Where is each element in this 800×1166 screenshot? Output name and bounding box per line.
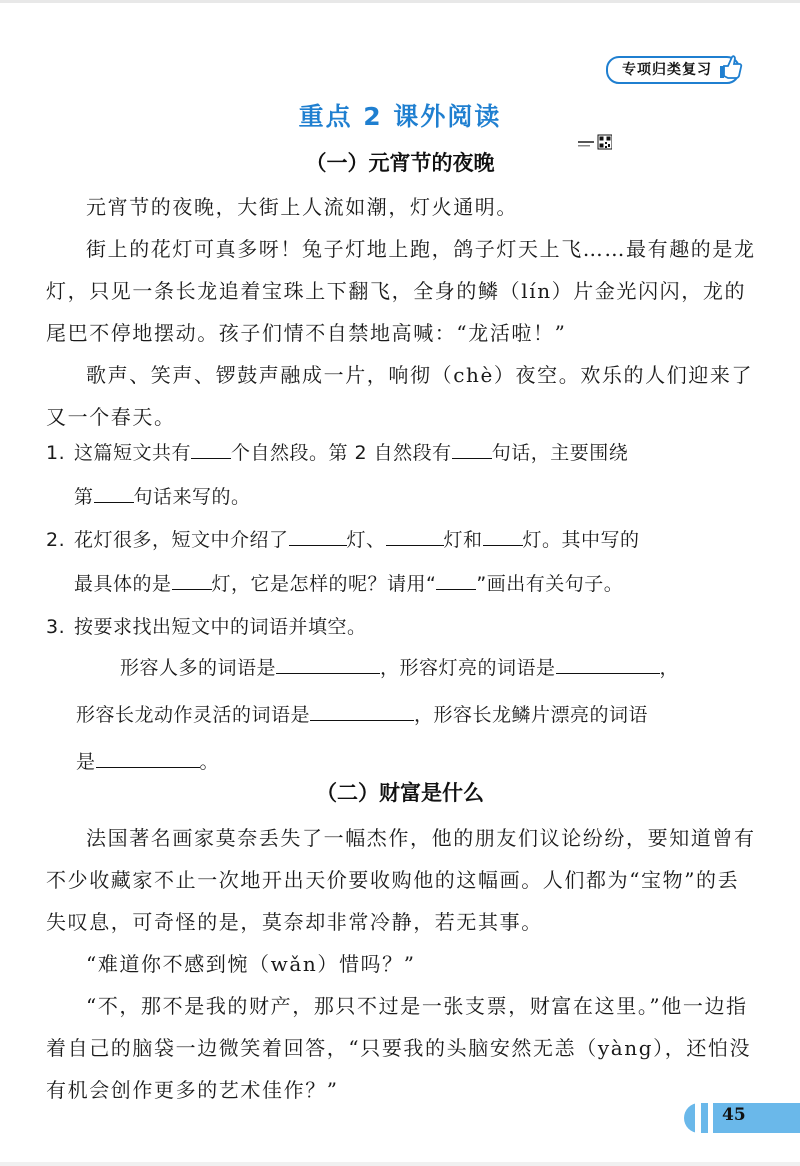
question-text: 个自然段。第 2 自然段有 <box>231 442 452 464</box>
answer-blank[interactable] <box>276 655 380 674</box>
question-2 <box>46 518 758 606</box>
question-text: 花灯很多，短文中介绍了 <box>74 529 289 551</box>
page-number: 45 <box>722 1105 746 1125</box>
bottom-border <box>0 1162 800 1166</box>
passage2-text <box>46 817 758 1111</box>
question-text: 按要求找出短文中的词语并填空。 <box>74 616 367 638</box>
question-text: 灯。其中写的 <box>522 529 640 551</box>
question-number: 2. <box>46 529 66 551</box>
answer-blank[interactable] <box>556 655 660 674</box>
answer-blank[interactable] <box>172 571 212 590</box>
passage1-paragraph: 元宵节的夜晚，大街上人流如潮，灯火通明。 <box>86 195 518 219</box>
page-tab <box>700 1103 800 1133</box>
answer-blank[interactable] <box>386 527 444 546</box>
question-text: 句话，主要围绕 <box>491 442 629 464</box>
question-text: 形容长龙动作灵活的词语是 <box>76 704 311 726</box>
section-title: 重点 2 课外阅读 <box>298 102 502 131</box>
question-3 <box>46 605 758 649</box>
question-number: 3. <box>46 616 66 638</box>
passage1-text <box>46 186 758 438</box>
question-text: 。 <box>199 751 220 773</box>
passage1-paragraph: 歌声、笑声、锣鼓声融成一片，响彻（chè）夜空。欢乐的人们迎来了又一个春天。 <box>46 363 754 429</box>
answer-blank[interactable] <box>310 702 414 721</box>
thumbs-up-icon <box>718 52 744 82</box>
question-text: ，形容长龙鳞片漂亮的词语 <box>414 704 649 726</box>
answer-blank[interactable] <box>96 749 200 768</box>
passage1-paragraph: 街上的花灯可真多呀！兔子灯地上跑，鸽子灯天上飞……最有趣的是龙灯，只见一条长龙追着宝珠上下翻飞，全身的鳞（lín）片金光闪闪，龙的尾巴不停地摆动。孩子们情不自禁地高喊：“龙活啦！” <box>46 237 756 345</box>
question-text: 形容人多的词语是 <box>120 657 277 679</box>
passage2-paragraph: 法国著名画家莫奈丢失了一幅杰作，他的朋友们议论纷纷，要知道曾有不少收藏家不止一次地开出天价要收购他的这幅画。人们都为“宝物”的丢失叹息，可奇怪的是，莫奈却非常冷静，若无其事。 <box>46 826 756 934</box>
question-text: ”画出有关句子。 <box>476 573 624 595</box>
badge-label: 专项归类复习 <box>622 62 712 78</box>
passage2-title: （二）财富是什么 <box>316 781 484 805</box>
top-border <box>0 0 800 3</box>
question-text: ，形容灯亮的词语是 <box>380 657 556 679</box>
question-text: 句话来写的。 <box>133 486 251 508</box>
question-text: ， <box>659 657 680 679</box>
answer-blank[interactable] <box>289 527 347 546</box>
question-text: 最具体的是 <box>74 573 172 595</box>
passage2-paragraph: “不，那不是我的财产，那只不过是一张支票，财富在这里。”他一边指着自己的脑袋一边微笑着回答，“只要我的头脑安然无恙（yàng），还怕没有机会创作更多的艺术佳作？” <box>46 994 752 1102</box>
answer-blank[interactable] <box>452 440 492 459</box>
answer-blank[interactable] <box>94 484 134 503</box>
question-text: 第 <box>74 486 94 508</box>
question-1 <box>46 431 758 519</box>
question-number: 1. <box>46 442 66 464</box>
section-badge <box>606 56 740 84</box>
passage1-title: （一）元宵节的夜晚 <box>305 151 495 175</box>
question-text: 是 <box>76 751 96 773</box>
question-text: 灯、 <box>346 529 386 551</box>
passage2-paragraph: “难道你不感到惋（wǎn）惜吗？” <box>86 952 416 976</box>
answer-blank[interactable] <box>483 527 523 546</box>
question-3-fill <box>76 645 766 786</box>
question-text: 这篇短文共有 <box>74 442 192 464</box>
underline-sample <box>436 571 476 590</box>
answer-blank[interactable] <box>191 440 231 459</box>
question-text: 灯，它是怎样的呢？请用“ <box>211 573 437 595</box>
question-text: 灯和 <box>443 529 483 551</box>
